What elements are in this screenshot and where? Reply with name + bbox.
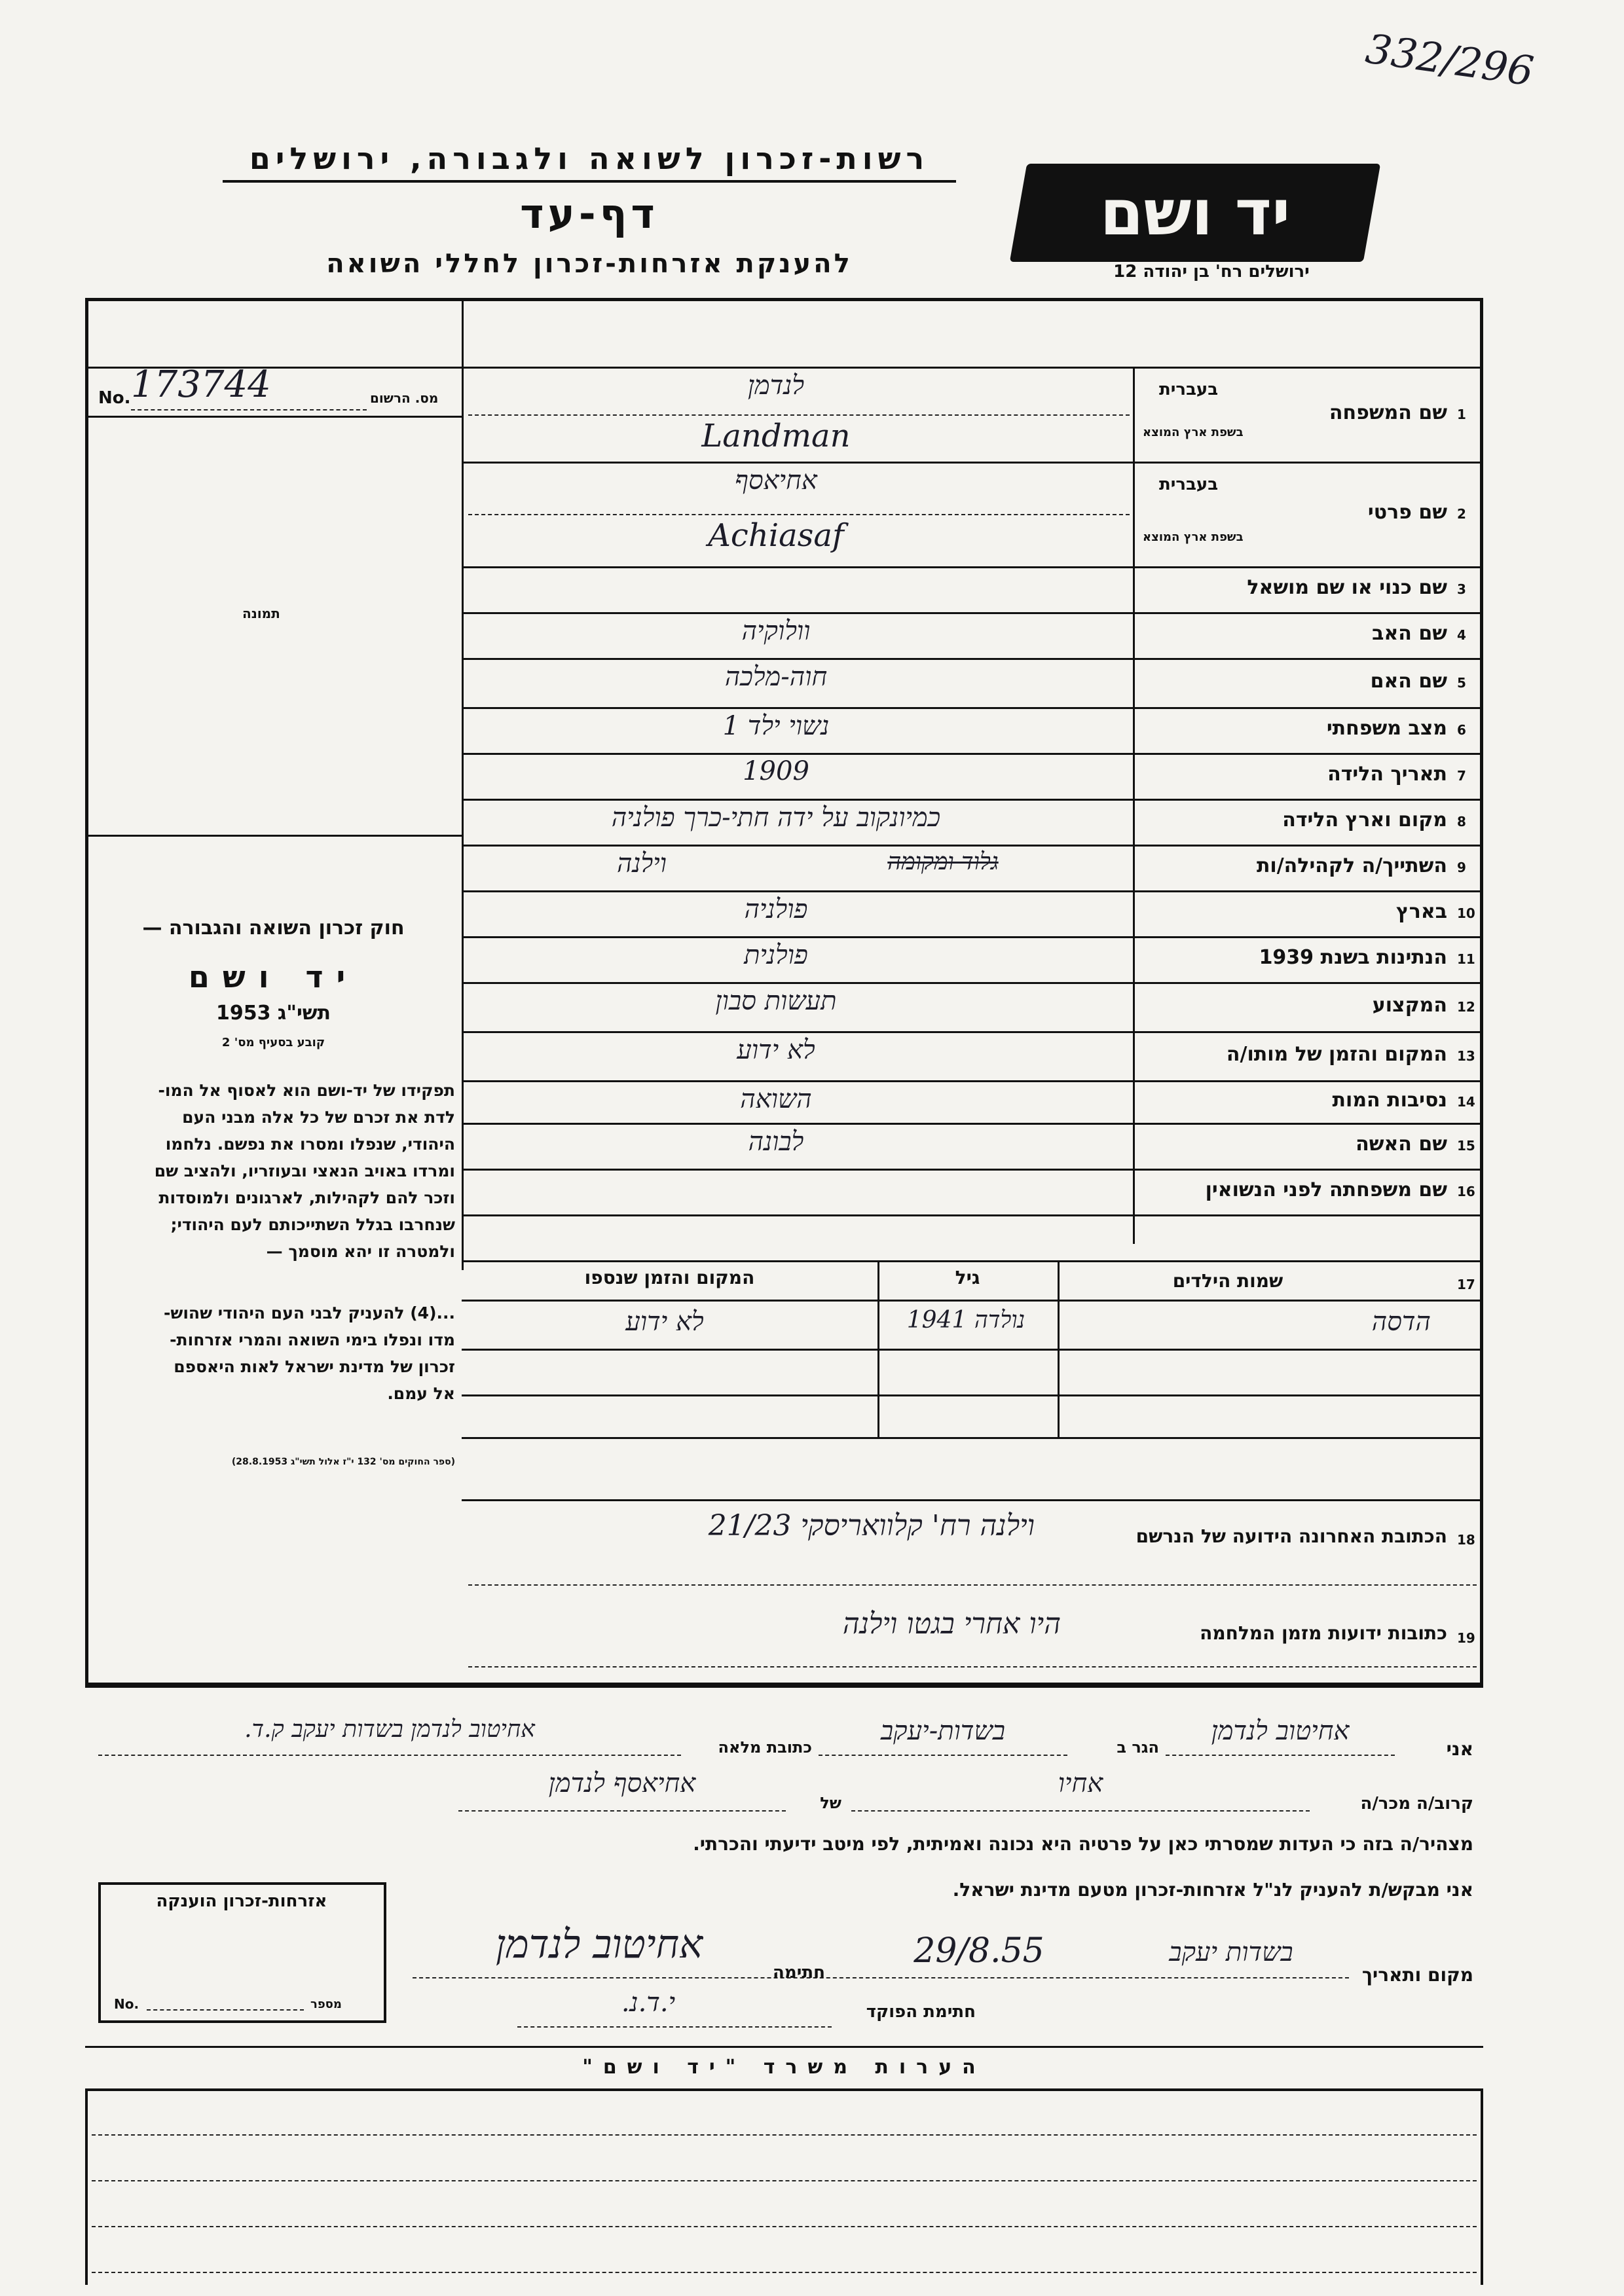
row-divider: [462, 890, 1483, 892]
authority-line: רשות-זכרון לשואה ולגבורה, ירושלים: [223, 141, 956, 183]
field-label: מקום וארץ הלידה: [1282, 809, 1447, 831]
registration-number: 173744: [131, 363, 271, 406]
field-number: 7: [1457, 768, 1466, 784]
field-value: לבונה: [748, 1127, 804, 1157]
field-number-18: 18: [1457, 1532, 1475, 1548]
row-divider: [462, 1169, 1483, 1171]
row-divider: [462, 982, 1483, 984]
law-line: לדת את זכרם של כל אלה מבני העם: [182, 1108, 455, 1127]
field-number: 4: [1457, 627, 1466, 643]
citizenship-no-label: No.: [114, 1996, 139, 2012]
row-divider: [462, 1214, 1483, 1216]
law-clause: קובע בסעיף מס' 2: [221, 1036, 325, 1049]
children-col-names: שמות הילדים: [1172, 1270, 1283, 1292]
field-value: פולנית: [744, 940, 808, 970]
registration-no-label: No.: [98, 388, 131, 408]
declaration-address-label: כתובת מלאה: [718, 1738, 812, 1757]
field-label: שם כנוי או שם מושאל: [1247, 576, 1447, 599]
law-line: ולמטרה זו יהא מוסמך —: [266, 1242, 455, 1261]
law-year: תשי"ג 1953: [215, 1002, 331, 1025]
field-label: המקום והזמן של מותו/ה: [1226, 1042, 1447, 1066]
struck-value: גלוד ומקומה: [887, 848, 999, 875]
remarks-area: [85, 2088, 1483, 2285]
declarant-name: אחיטוב לנדמן: [1211, 1716, 1350, 1746]
field-sublabel-origin: בשפת ארץ המוצא: [1143, 426, 1244, 439]
last-address-value: וילנה רח' קלוואריסקי 21/23: [708, 1509, 1035, 1542]
declaration-i-label: אני: [1446, 1738, 1473, 1760]
law-line: שנחרבו בגלל השתייכותם לעם היהודי;: [170, 1215, 455, 1234]
citizenship-box: [98, 1882, 386, 2023]
field-value-origin: Landman: [701, 417, 851, 454]
law-line: ומרדו באויב הנאצי ובעוזריו, ולהציב שם: [154, 1161, 455, 1180]
law-line: היהודי, שנפלו ומסרו את נפשם. נלחמו: [165, 1135, 455, 1154]
last-address-label: הכתובת האחרונה הידועה של הנרשם: [1135, 1525, 1447, 1547]
row-divider: [462, 1031, 1483, 1033]
field-number: 2: [1457, 506, 1466, 522]
official-signature-label: חתימת הפוקד: [866, 2002, 976, 2022]
law-name: יד ושם: [188, 959, 359, 994]
place-value: בשדות יעקב: [1169, 1937, 1293, 1967]
archive-stamp-number: 332/296: [1363, 24, 1537, 96]
official-signature: י.ד.נ.: [621, 1988, 676, 2018]
law-line: מדו ונפלו בימי השואה והמרי אזרחות-: [170, 1330, 455, 1349]
field-value: נשוי ילד 1: [722, 711, 830, 741]
war-address-value: היו אחרי בגטו וילנה: [842, 1607, 1061, 1641]
relation-label: קרוב/ה מכר/ה: [1360, 1794, 1473, 1813]
field-value-hebrew: לנדמן: [747, 371, 805, 401]
row-divider: [462, 462, 1483, 464]
relation-value: אחיו: [1058, 1768, 1103, 1798]
declaration-statement: מצהיר/ה בזה כי העדות שמסרתי כאן על פרטיה היא נכונה ואמיתית, לפי מיטב ידיעתי והכרתי.: [693, 1833, 1473, 1855]
law-line: תפקידו של יד-ושם הוא לאסוף אל המו-: [158, 1081, 455, 1100]
field-number: 13: [1457, 1048, 1475, 1064]
field-label: שם האשה: [1356, 1133, 1447, 1156]
child-name: הדסה: [1371, 1307, 1431, 1337]
citizenship-number-label: מספר: [310, 1997, 342, 2011]
field-sublabel-hebrew: בעברית: [1159, 380, 1219, 399]
citizenship-box-title: אזרחות-זכרון הוענקה: [156, 1891, 327, 1911]
header-address: ירושלים רח' בן יהודה 12: [1113, 262, 1310, 282]
sub-divider: [468, 514, 1130, 515]
declaration-request: אני מבקש/ת להעניק לנ"ל אזרחות-זכרון מטעם מדינת ישראל.: [952, 1879, 1473, 1901]
field-value-hebrew: אחיאסף: [735, 465, 817, 496]
law-line: וזכר להם לקהילות, לארגונים ולמוסדות: [158, 1188, 455, 1207]
field-sublabel-origin: בשפת ארץ המוצא: [1143, 530, 1244, 544]
field-value: השואה: [740, 1084, 812, 1114]
war-address-label: כתובות ידועות מזמן המלחמה: [1200, 1622, 1447, 1644]
field-value: 1909: [743, 756, 809, 786]
field-label: תאריך הלידה: [1327, 763, 1447, 786]
field-value: חוה-מלכה: [724, 662, 828, 692]
row-divider: [462, 1123, 1483, 1125]
registration-label: מס. הרשום: [370, 390, 439, 406]
field-value-origin: Achiasaf: [708, 517, 844, 554]
declarant-city: בשדות-יעקב: [880, 1716, 1006, 1746]
field-label: שם פרטי: [1367, 501, 1447, 524]
law-paragraph-2: [95, 1300, 455, 1407]
law-heading: חוק זכרון השואה והגבורה —: [142, 917, 405, 939]
field-number: 10: [1457, 905, 1475, 921]
field-number-17: 17: [1457, 1277, 1475, 1292]
field-value: תעשות סבון: [715, 986, 837, 1016]
form-title: דף-עד: [520, 190, 659, 238]
field-label: המקצוע: [1372, 993, 1447, 1017]
field-number: 12: [1457, 998, 1475, 1015]
row-divider: [462, 799, 1483, 801]
field-number: 1: [1457, 406, 1466, 422]
field-number: 8: [1457, 814, 1466, 829]
sub-divider: [468, 414, 1130, 416]
field-value: לא ידוע: [737, 1035, 815, 1065]
field-value: וילנה: [617, 848, 667, 879]
law-citation: (ספר החוקים מס' 132 י"ז אלול תשי"ג 28.8.1953): [231, 1457, 455, 1467]
photo-label: תמונה: [242, 606, 280, 621]
form-subtitle: להענקת אזרחות-זכרון לחללי השואה: [326, 249, 853, 279]
field-label: שם האם: [1370, 669, 1447, 693]
field-number: 14: [1457, 1093, 1475, 1110]
child-death-place: לא ידוע: [625, 1307, 704, 1337]
row-divider: [462, 566, 1483, 568]
field-label: נסיבות המות: [1332, 1088, 1447, 1112]
field-number: 6: [1457, 722, 1466, 738]
declaration-resides-label: הגר ב: [1116, 1738, 1159, 1757]
field-label: השתייך/ה לקהילה/ות: [1256, 854, 1447, 877]
declarant-signature: אחיטוב לנדמן: [495, 1922, 703, 1967]
law-paragraph-1: [95, 1077, 455, 1265]
row-divider: [462, 707, 1483, 709]
law-line: זכרון של מדינת ישראל לאות היאספם: [174, 1357, 455, 1376]
field-sublabel-hebrew: בעברית: [1159, 475, 1219, 494]
children-col-age: גיל: [955, 1267, 980, 1288]
logo-text: יד ושם: [1099, 176, 1291, 249]
field-label: מצב משפחתי: [1326, 717, 1447, 740]
law-line: ...(4) להעניק לבני העם היהודי שהוש-: [163, 1303, 455, 1322]
relation-of-value: אחיאסף לנדמן: [548, 1768, 696, 1798]
field-label: שם האב: [1372, 622, 1447, 645]
field-label: שם המשפחה: [1329, 401, 1447, 424]
field-label: הנתינות בשנת 1939: [1259, 946, 1447, 969]
field-number: 11: [1457, 951, 1475, 967]
field-number: 16: [1457, 1184, 1475, 1199]
declarant-address: אחיטוב לנדמן בשדות יעקב ק.ד.: [244, 1716, 535, 1743]
field-number: 5: [1457, 674, 1466, 691]
relation-of-label: של: [820, 1794, 841, 1812]
field-number: 3: [1457, 581, 1466, 597]
remarks-title: הערות משרד "יד ושם": [582, 2056, 986, 2079]
row-divider: [462, 612, 1483, 614]
row-divider: [462, 936, 1483, 938]
signature-label: חתימה: [773, 1963, 825, 1982]
field-number: 9: [1457, 860, 1466, 875]
field-value: כמיונקוב על ידה חתי-כרך פולניה: [611, 803, 941, 833]
field-label: שם משפחתה לפני הנשואין: [1205, 1178, 1447, 1201]
row-divider: [462, 845, 1483, 847]
date-value: 29/8.55: [913, 1931, 1044, 1971]
row-divider: [462, 753, 1483, 755]
yad-vashem-logo: [1010, 164, 1380, 262]
field-number-19: 19: [1457, 1630, 1475, 1646]
place-date-label: מקום ותאריך: [1361, 1964, 1473, 1986]
child-age: נולדה 1941: [906, 1307, 1025, 1334]
row-divider: [462, 1080, 1483, 1082]
field-number: 15: [1457, 1138, 1475, 1154]
row-divider: [462, 658, 1483, 660]
field-value: וולוקיה: [741, 616, 811, 646]
field-label: בארץ: [1395, 900, 1447, 923]
field-value: פולניה: [744, 894, 808, 924]
law-line: אל עמם.: [387, 1384, 455, 1403]
children-col-place: המקום והזמן שנספו: [584, 1267, 755, 1288]
